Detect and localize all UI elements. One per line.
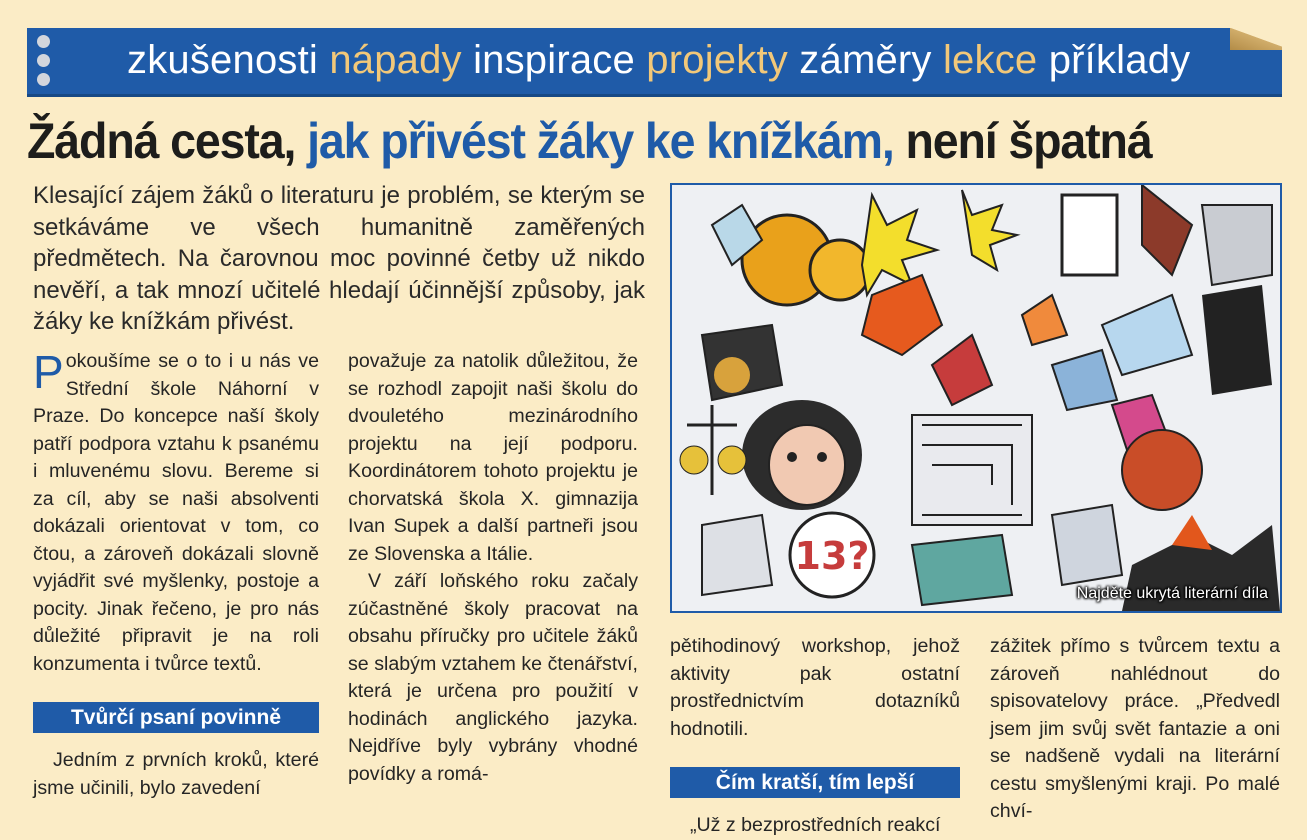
banner-word: nápady (329, 38, 462, 82)
text-column-4 (990, 633, 1280, 826)
paragraph: pětihodinový workshop, jehož aktivity pak ostatní prostřednictvím dotazníků hodnotili. (670, 635, 960, 740)
drop-cap: P (33, 346, 64, 398)
subheading: Čím kratší, tím lepší (670, 767, 960, 798)
headline-highlight: jak přivést žáky ke knížkám, (307, 113, 894, 169)
text-column-2 (348, 348, 638, 788)
banner-word: lekce (942, 38, 1038, 82)
paragraph: V září loňského roku začaly zúčastněné školy pracovat na obsahu příručky pro učitele žáků se slabým vztahem ke čtenářství, která je určena pro použití v hodinách anglického jazyka. Nejdříve byly vybrány vhodné povídky a romá- (348, 570, 638, 785)
banner-word: příklady (1048, 38, 1191, 82)
headline-part: není špatná (893, 113, 1152, 169)
headline-part: Žádná cesta, (27, 113, 308, 169)
article-lead: Klesající zájem žáků o literaturu je problém, se kterým se setkáváme ve všech humanitně zaměřených předmětech. Na čarovnou moc povinné četby už nikdo nevěří, a tak mnozí učitelé hledají účinnější způsoby, jak žáky ke knížkám přivést. (33, 182, 645, 335)
banner-keywords (127, 36, 1190, 84)
paragraph: považuje za natolik důležitou, že se rozhodl zapojit naši školu do dvouletého mezinárodního projektu na její podporu. Koordinátorem tohoto projektu je chorvatská škola X. gimnazija Ivan Supek a další partneři jsou ze Slovenska a Itálie. (348, 350, 638, 565)
section-banner (27, 28, 1282, 97)
banner-word: záměry (799, 38, 932, 82)
paragraph: okoušíme se o to i u nás ve Střední škole Náhorní v Praze. Do koncepce naší školy patří podpora vztahu k psanému i mluvenému slovu. Bereme si za cíl, aby se naši absolventi dokázali orientovat v tom, co čtou, a zároveň dokázali slovně vyjádřit své myšlenky, postoje a pocity. Jinak řečeno, je pro nás důležité připravit je na roli konzumenta i tvůrce textů. (33, 350, 319, 675)
text-column-1 (33, 348, 319, 802)
paragraph: zážitek přímo s tvůrcem textu a zároveň nahlédnout do spisovatelovy práce. „Předvedl jsem jim svůj svět fantazie a oni se nadšeně vydali na literární cestu smyšlenými kraji. Po malé chví- (990, 635, 1280, 822)
illustration (670, 183, 1282, 613)
banner-word: zkušenosti (127, 38, 318, 82)
bullet-dots-icon (37, 35, 53, 92)
subheading: Tvůrčí psaní povinně (33, 702, 319, 733)
article-headline (27, 110, 1152, 172)
paragraph: „Už z bezprostředních reakcí (690, 814, 941, 836)
illustration-drawing (672, 185, 1280, 611)
image-caption: Najděte ukrytá literární díla (1076, 585, 1268, 602)
text-column-3 (670, 633, 960, 840)
bubble-text: 13? (794, 534, 870, 578)
paragraph: Jedním z prvních kroků, které jsme učinili, bylo zavedení (33, 749, 319, 799)
banner-word: projekty (646, 38, 788, 82)
banner-word: inspirace (473, 38, 635, 82)
page-curl-icon (1230, 28, 1282, 50)
